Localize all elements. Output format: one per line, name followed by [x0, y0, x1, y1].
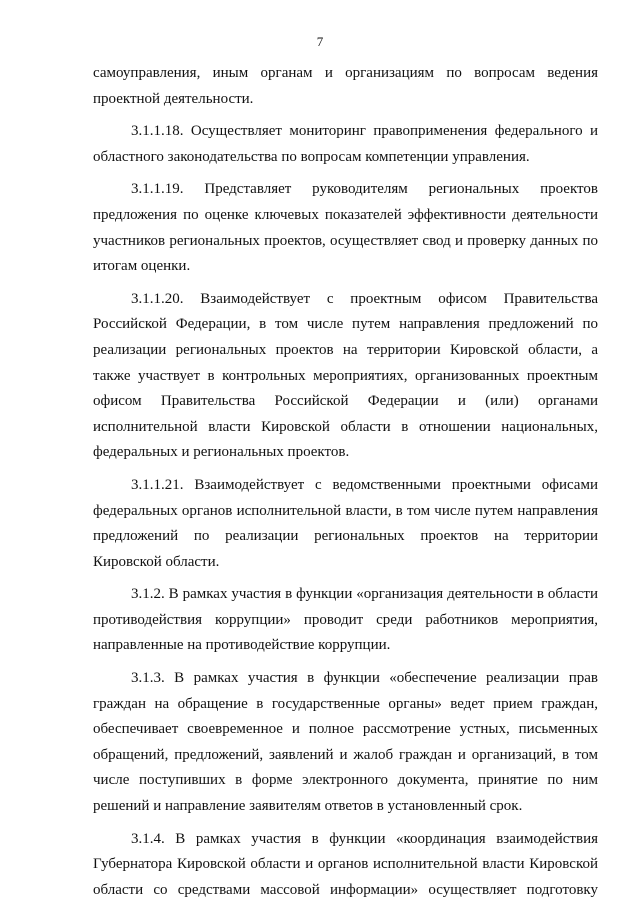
paragraph-3-1-2: 3.1.2. В рамках участия в функции «организация деятельности в области противодействия коррупции» проводит среди работников мероприятия, направленные на противодействие коррупции. [93, 586, 598, 654]
paragraph-3-1-1-20: 3.1.1.20. Взаимодействует с проектным офисом Правительства Российской Федерации, в том числе путем направления предложений по реализации региональных проектов на территории Кировской области, а также участвует в контрольных мероприятиях, организованных проектным офисом Правительства Российской Федерации и (или) органами исполнительной власти Кировской области в отношении национальных, федеральных и региональных проектов. [93, 290, 598, 461]
paragraph-3-1-1-21: 3.1.1.21. Взаимодействует с ведомственными проектными офисами федеральных органов исполнительной власти, в том числе путем направления предложений по реализации региональных проектов на территории Кировской области. [93, 476, 598, 570]
paragraph-3-1-1-19: 3.1.1.19. Представляет руководителям региональных проектов предложения по оценке ключевых показателей эффективности деятельности участников региональных проектов, осуществляет свод и проверку данных по итогам оценки. [93, 181, 598, 275]
page-number: 7 [316, 34, 324, 49]
paragraph-continuation: самоуправления, иным органам и организациям по вопросам ведения проектной деятельности. [93, 65, 598, 107]
paragraph-3-1-1-18: 3.1.1.18. Осуществляет мониторинг правоприменения федерального и областного законодательства по вопросам компетенции управления. [93, 123, 598, 165]
paragraph-3-1-4: 3.1.4. В рамках участия в функции «координация взаимодействия Губернатора Кировской области и органов исполнительной власти Кировской области со средствами массовой информации» осуществляет подготовку [93, 830, 598, 898]
document-body [93, 61, 598, 910]
paragraph-3-1-3: 3.1.3. В рамках участия в функции «обеспечение реализации прав граждан на обращение в государственные органы» ведет прием граждан, обеспечивает своевременное и полное рассмотрение устных, письменных обращений, предложений, заявлений и жалоб граждан и организаций, в том числе поступивших в форме электронного документа, принятие по ним решений и направление заявителям ответов в установленный срок. [93, 670, 598, 815]
